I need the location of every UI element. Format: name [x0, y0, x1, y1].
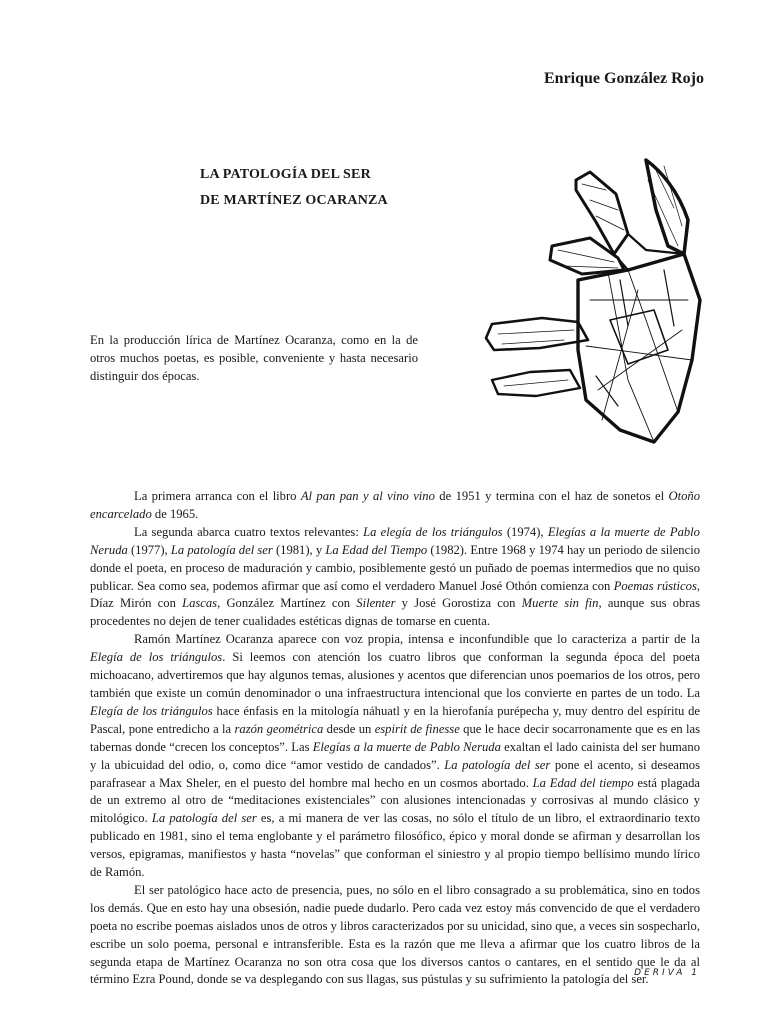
book-title: La patología del ser	[444, 757, 551, 772]
paragraph-4: Ramón Martínez Ocaranza aparece con voz propia, intensa e inconfundible que lo caracteriza a partir de la Elegía de los triángulos. Si leemos con atención los cuatro libros que conforman la segunda época del poeta michoacano, advertiremos que hay algunos temas, alusiones y acentos que diferencian unos poemarios de los otros, pero también que existe un común denominador o una infraestructura intencional que los convierte en partes de un todo. La Elegía de los triángulos hace énfasis en la mitología náhuatl y en la hierofanía purépecha y, muy dentro del espíritu de Pascal, pone entredicho a la razón geométrica desde un espirit de finesse que le hace decir socarronamente que es en las tabernas donde “crecen los conceptos”. Las Elegías a la muerte de Pablo Neruda exaltan el lado cainista del ser humano y la ubicuidad del odio, o, como dice “amor vestido de candados”. La patología del ser pone el acento, si deseamos parafrasear a Max Sheler, en el puesto del hombre mal hecho en un cosmos abortado. La Edad del tiempo está plagada de un extremo al otro de “meditaciones existenciales” con alusiones intencionadas y corrosivas al mundo clásico y mitológico. La patología del ser es, a mi manera de ver las cosas, no sólo el título de un libro, el extraordinario texto publicado en 1981, sino el tema englobante y el parámetro filosófico, épico y moral donde se afirman y desarrollan los versos, epigramas, manifiestos y hasta “novelas” que conforman el siniestro y al propio tiempo bellísimo mundo lírico de Ramón.	[90, 632, 701, 880]
book-title: Poemas rústicos	[613, 578, 697, 593]
hand-sketch-icon	[478, 150, 712, 450]
article-title	[200, 162, 388, 214]
article-body	[90, 488, 700, 989]
book-title: Elegía de los triángulos	[90, 650, 223, 665]
book-title: Lascas	[182, 596, 218, 611]
book-title: Al pan pan y al vino vino	[300, 489, 435, 503]
book-title: La elegía de los triángulos	[363, 524, 503, 539]
paragraph-3: La segunda abarca cuatro textos relevantes: La elegía de los triángulos (1974), Elegías a la muerte de Pablo Neruda (1977), La patología del ser (1981), y La Edad del Tiempo (1982). Entre 1968 y 1974 hay un periodo de silencio donde el poeta, en proceso de maduración y cambio, posiblemente gestó un puñado de poemas intermedios que no quiso publicar. Sea como sea, podemos afirmar que así como el verdadero Manuel José Othón comienza con Poemas rústicos, Díaz Mirón con Lascas, González Martínez con Silenter y José Gorostiza con Muerte sin fin, aunque sus obras procedentes no dejen de tener cualidades estéticas dignas de tomarse en cuenta.	[90, 524, 701, 629]
title-line-1: LA PATOLOGÍA DEL SER	[200, 167, 371, 182]
paragraph-2: La primera arranca con el libro Al pan pan y al vino vino de 1951 y termina con el haz de sonetos el Otoño encarcelado de 1965.	[90, 489, 700, 521]
book-title: La patología del ser	[151, 811, 257, 826]
book-title: La patología del ser	[170, 542, 273, 557]
italic-term: razón geométrica	[234, 721, 324, 736]
book-title: Elegías a la muerte de Pablo Neruda	[90, 524, 700, 557]
title-line-2: DE MARTÍNEZ OCARANZA	[200, 193, 388, 208]
intro-paragraph: En la producción lírica de Martínez Ocaranza, como en la de otros muchos poetas, es posible, conveniente y hasta necesario distinguir dos épocas.	[90, 333, 418, 383]
book-title: Otoño encarcelado	[90, 489, 700, 521]
book-title: Silenter	[356, 596, 396, 611]
author-name: Enrique González Rojo	[544, 70, 704, 87]
book-title: La Edad del tiempo	[532, 775, 634, 790]
book-title: Elegías a la muerte de Pablo Neruda	[312, 739, 501, 754]
page-footer: DERIVA 1	[634, 968, 700, 978]
book-title: Elegía de los triángulos	[90, 703, 213, 718]
italic-term: espirit de finesse	[374, 721, 460, 736]
paragraph-5: El ser patológico hace acto de presencia, pues, no sólo en el libro consagrado a su problemática, sino en todos los demás. Que en esto hay una obsesión, nadie puede dudarlo. Pero cada vez estoy más convencido de que el verdadero poeta no escribe poemas aislados unos de otros y libros caracterizados por su unicidad, sino que, a veces sin sospecharlo, escribe un solo poema, personal e intransferible. Esta es la razón que me lleva a afirmar que los cuatro libros de la segunda etapa de Martínez Ocaranza no son otra cosa que los diversos cantos o cantares, en el sentido que le da al término Ezra Pound, donde se va desplegando con sus llagas, sus pústulas y su sufrimiento la patología del ser.	[90, 882, 700, 987]
book-title: La Edad del Tiempo	[325, 542, 428, 557]
book-title: Muerte sin fin	[521, 596, 599, 611]
